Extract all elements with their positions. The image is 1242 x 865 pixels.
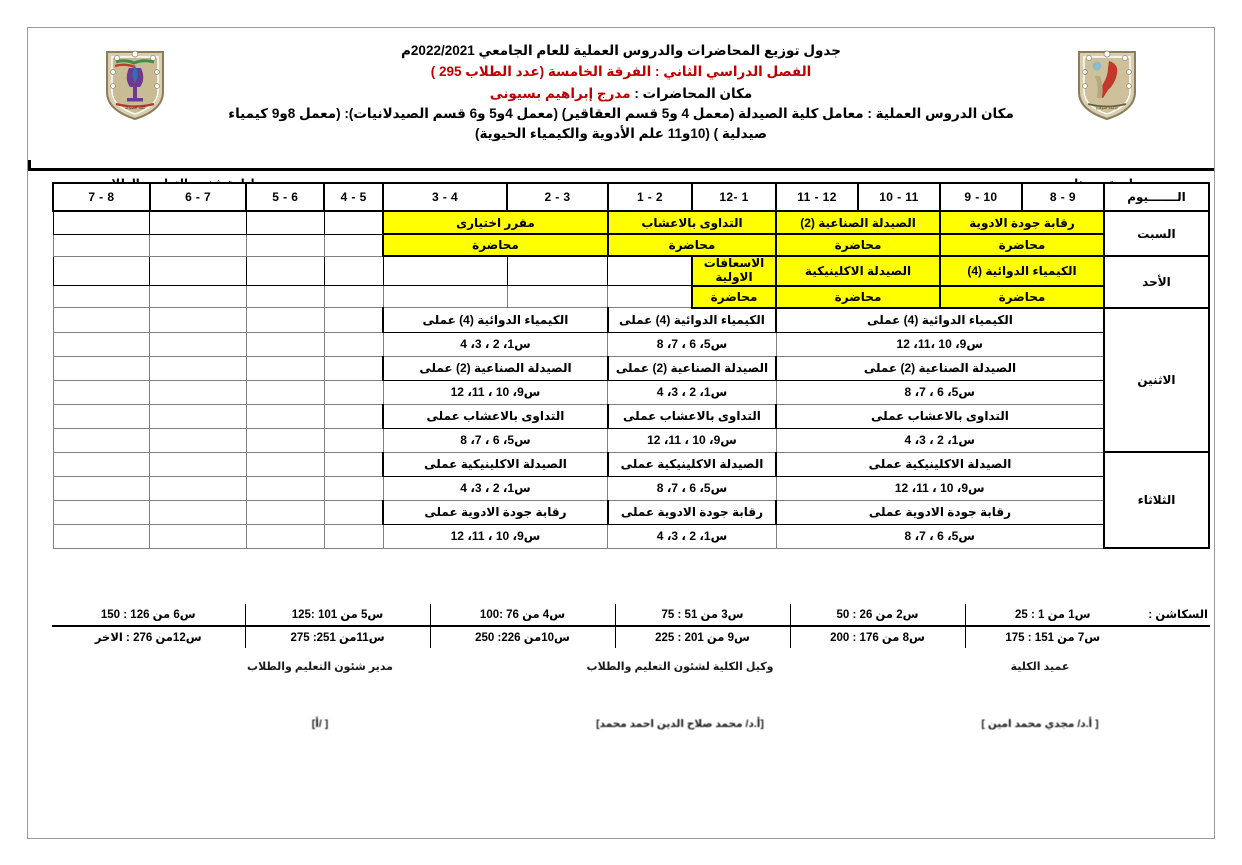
empty-cell [324,356,383,380]
section-range-cell: س4 من 76 :100 [430,604,615,626]
practical-groups-cell: س5، 6 ، 7، 8 [608,476,776,500]
signature-name: [ أ.د/ مجدي محمد امين ] [981,718,1099,730]
practical-groups-cell: س5، 6 ، 7، 8 [776,524,1104,548]
signature-column-education-director [190,660,450,730]
practical-subject-cell: رقابة جودة الادوية عملى [776,500,1104,524]
section-range-cell: س8 من 176 : 200 [790,626,965,648]
empty-cell [324,428,383,452]
section-range-cell: س10من 226: 250 [430,626,615,648]
practical-groups-cell: س9، 10 ،11، 12 [776,332,1104,356]
empty-cell [150,308,247,333]
empty-cell [324,452,383,476]
day-name-cell: السبت [1104,211,1209,256]
signature-column-vice-dean [530,660,830,730]
lecture-venue-prefix: مكان المحاضرات : [630,85,753,101]
practical-subject-cell: التداوى بالاعشاب عملى [608,404,776,428]
section-range-cell: س7 من 151 : 175 [965,626,1140,648]
empty-cell [324,524,383,548]
empty-cell [246,308,324,333]
time-slot-header: 2 - 1 [608,183,692,211]
empty-cell [608,256,692,286]
lecture-venue-value: مدرج إبراهيم بسيونى [489,85,631,101]
empty-cell [324,256,383,286]
empty-cell [324,500,383,524]
empty-cell [324,211,383,234]
practical-subject-cell: الصيدلة الصناعية (2) عملى [383,356,608,380]
empty-cell [53,234,150,256]
practical-subject-cell: التداوى بالاعشاب عملى [383,404,608,428]
empty-cell [150,452,247,476]
empty-cell [246,428,324,452]
empty-cell [246,234,324,256]
empty-cell [150,500,247,524]
empty-cell [246,332,324,356]
practical-groups-row [53,332,1209,356]
practical-subject-row [53,356,1209,380]
practical-subject-row [53,500,1209,524]
signature-title: مدير شئون التعليم والطلاب [247,661,393,673]
signature-title: عميد الكلية [1010,661,1070,673]
time-slot-header: 11 - 10 [858,183,940,211]
section-range-cell: س6 من 126 : 150 [52,604,245,626]
signature-block [52,660,1210,770]
empty-cell [150,428,247,452]
lecture-subject-cell: التداوى بالاعشاب [608,211,776,234]
empty-cell [150,524,247,548]
empty-cell [246,524,324,548]
empty-cell [383,286,507,308]
lecture-kind-cell: محاضرة [940,234,1104,256]
term-and-group-line: الفصل الدراسي الثاني : الفرقة الخامسة (عدد الطلاب 295 ) [430,64,812,80]
empty-cell [53,524,150,548]
empty-cell [150,286,247,308]
time-slot-header: 10 - 9 [940,183,1022,211]
empty-cell [150,256,247,286]
signature-name: [ /أ] [311,718,329,730]
practical-groups-cell: س1، 2 ، 3، 4 [608,524,776,548]
practical-groups-row [53,476,1209,500]
empty-cell [246,286,324,308]
practical-subject-cell: رقابة جودة الادوية عملى [383,500,608,524]
practical-groups-cell: س9، 10 ، 11، 12 [383,380,608,404]
schedule-header-row [53,183,1209,211]
practical-groups-row [53,428,1209,452]
lecture-kind-cell: محاضرة [692,286,776,308]
practical-groups-row [53,380,1209,404]
practical-groups-row [53,524,1209,548]
empty-cell [53,500,150,524]
time-slot-header: 4 - 3 [383,183,507,211]
empty-cell [246,500,324,524]
empty-cell [53,286,150,308]
practical-groups-cell: س1، 2 ، 3، 4 [383,476,608,500]
practical-groups-cell: س1، 2 ، 3، 4 [383,332,608,356]
sections-row [52,604,1210,626]
sections-label: السكاشن : [1140,604,1210,626]
empty-cell [53,380,150,404]
day-name-cell: الأحد [1104,256,1209,308]
practical-groups-cell: س1، 2 ، 3، 4 [776,428,1104,452]
time-slot-header: 8 - 7 [53,183,150,211]
empty-cell [53,404,150,428]
lecture-kind-cell: محاضرة [776,234,940,256]
practical-subject-cell: الصيدلة الاكلينيكية عملى [776,452,1104,476]
practical-groups-cell: س1، 2 ، 3، 4 [608,380,776,404]
day-name-cell: الاثنين [1104,308,1209,453]
empty-cell [53,452,150,476]
empty-cell [150,234,247,256]
practical-groups-cell: س9، 10 ، 11، 12 [383,524,608,548]
lecture-kind-cell: محاضرة [383,234,608,256]
empty-cell [150,404,247,428]
lecture-kind-cell: محاضرة [776,286,940,308]
sections-row [52,626,1210,648]
time-slot-header: 1 -12 [692,183,776,211]
schedule-day-subrow [53,234,1209,256]
sections-label-spacer [1140,626,1210,648]
section-range-cell: س1 من 1 : 25 [965,604,1140,626]
empty-cell [53,476,150,500]
practical-groups-cell: س5، 6 ، 7، 8 [776,380,1104,404]
lecture-kind-cell: محاضرة [940,286,1104,308]
practical-subject-cell: الصيدلة الاكلينيكية عملى [383,452,608,476]
header-divider [28,168,1214,171]
lecture-subject-cell: رقابة جودة الادوية [940,211,1104,234]
signature-title: وكيل الكلية لشئون التعليم والطلاب [586,661,774,673]
practical-groups-cell: س9، 10 ، 11، 12 [608,428,776,452]
empty-cell [324,404,383,428]
section-range-cell: س5 من 101 :125 [245,604,430,626]
empty-cell [53,332,150,356]
empty-cell [507,286,608,308]
lecture-subject-cell: مقرر اختيارى [383,211,608,234]
svg-text:كلية الصيدلة: كلية الصيدلة [124,105,146,110]
day-column-header: الـــــــيوم [1104,183,1209,211]
sohag-university-shield-logo [1075,46,1139,122]
empty-cell [246,356,324,380]
empty-cell [324,332,383,356]
practical-subject-row [53,452,1209,476]
section-range-cell: س2 من 26 : 50 [790,604,965,626]
empty-cell [507,256,608,286]
section-range-cell: س11من 251: 275 [245,626,430,648]
empty-cell [383,256,507,286]
practical-subject-cell: التداوى بالاعشاب عملى [776,404,1104,428]
empty-cell [246,404,324,428]
practical-subject-cell: رقابة جودة الادوية عملى [608,500,776,524]
empty-cell [150,476,247,500]
empty-cell [246,452,324,476]
schedule-table-wrapper [52,182,1210,549]
empty-cell [246,380,324,404]
sections-legend [52,604,1210,648]
practical-subject-cell: الكيمياء الدوائية (4) عملى [608,308,776,333]
section-range-cell: س3 من 51 : 75 [615,604,790,626]
empty-cell [246,211,324,234]
lecture-subject-cell: الصيدلة الاكلينيكية [776,256,940,286]
svg-text:جامعة سوهاج: جامعة سوهاج [1095,105,1119,110]
practical-subject-cell: الكيمياء الدوائية (4) عملى [776,308,1104,333]
practical-subject-cell: الصيدلة الصناعية (2) عملى [608,356,776,380]
signature-column-dean [910,660,1170,730]
empty-cell [608,286,692,308]
empty-cell [246,256,324,286]
practical-subject-cell: الصيدلة الصناعية (2) عملى [776,356,1104,380]
schedule-day-row [53,211,1209,234]
schedule-table [52,182,1210,549]
signature-name: [أ.د/ محمد صلاح الدين احمد محمد] [596,718,764,730]
empty-cell [324,380,383,404]
empty-cell [53,356,150,380]
practical-subject-row [53,308,1209,333]
lecture-subject-cell: الاسعافات الاولية [692,256,776,286]
empty-cell [150,356,247,380]
empty-cell [150,380,247,404]
empty-cell [324,286,383,308]
empty-cell [150,211,247,234]
time-slot-header: 6 - 5 [246,183,324,211]
schedule-day-subrow [53,286,1209,308]
empty-cell [53,428,150,452]
section-range-cell: س12من 276 : الاخر [94,632,202,644]
empty-cell [324,234,383,256]
time-slot-header: 7 - 6 [150,183,247,211]
faculty-of-pharmacy-shield-logo [103,46,167,122]
day-name-cell: الثلاثاء [1104,452,1209,548]
schedule-day-row [53,256,1209,286]
practical-subject-cell: الكيمياء الدوائية (4) عملى [383,308,608,333]
practical-groups-cell: س9، 10 ، 11، 12 [776,476,1104,500]
lecture-subject-cell: الكيمياء الدوائية (4) [940,256,1104,286]
doc-title: جدول توزيع المحاضرات والدروس العملية للعام الجامعي 2022/2021م [401,43,841,58]
empty-cell [246,476,324,500]
time-slot-header: 3 - 2 [507,183,608,211]
practical-groups-cell: س5، 6 ، 7، 8 [383,428,608,452]
sections-table [52,604,1210,648]
empty-cell [324,476,383,500]
empty-cell [324,308,383,333]
empty-cell [150,332,247,356]
header-title-block [228,40,1014,144]
header-divider-tick [28,160,31,171]
practical-subject-cell: الصيدلة الاكلينيكية عملى [608,452,776,476]
time-slot-header: 9 - 8 [1022,183,1104,211]
time-slot-header: 12 - 11 [776,183,858,211]
lecture-venue-line [228,83,1014,104]
lecture-kind-cell: محاضرة [608,234,776,256]
empty-cell [53,308,150,333]
time-slot-header: 5 - 4 [324,183,383,211]
empty-cell [53,211,150,234]
empty-cell [53,256,150,286]
practical-groups-cell: س5، 6 ، 7، 8 [608,332,776,356]
lecture-subject-cell: الصيدلة الصناعية (2) [776,211,940,234]
practical-venue-line: مكان الدروس العملية : معامل كلية الصيدلة (معمل 4 و5 قسم العقاقير) (معمل 4و5 و6 قسم الصيدلانيات): (معمل 8و9 كيمياء صيدلية ) (10و11 علم الأدوية والكيمياء الحيوية) [228,105,1014,142]
section-range-cell: س9 من 201 : 225 [615,626,790,648]
document-header [28,30,1214,167]
practical-subject-row [53,404,1209,428]
